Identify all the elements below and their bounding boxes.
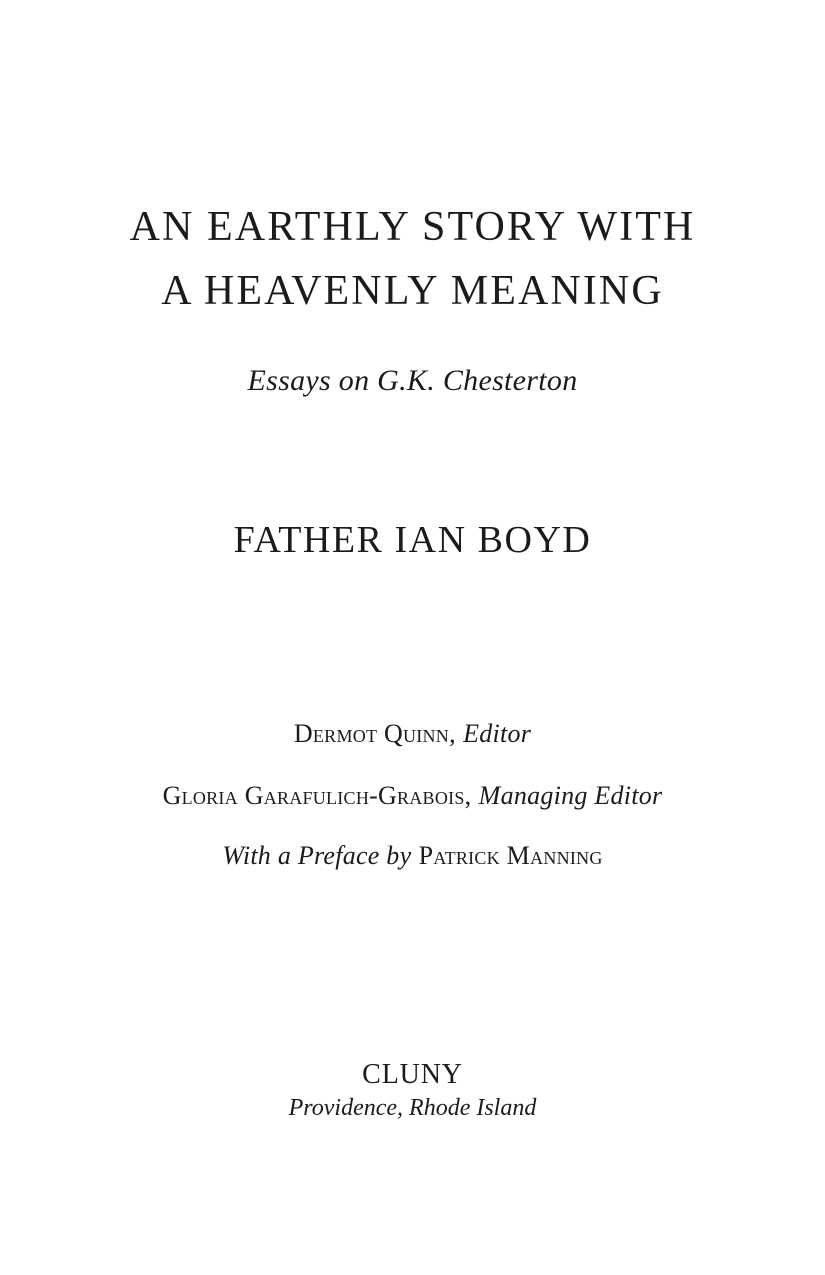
managing-editor-credit-line: [0, 783, 825, 809]
book-title-line-2: A HEAVENLY MEANING: [161, 268, 664, 314]
preface-author-name: Patrick Manning: [418, 841, 603, 870]
editor-role: Editor: [463, 719, 532, 748]
author-name: FATHER IAN BOYD: [233, 519, 592, 561]
book-title-line-1: AN EARTHLY STORY WITH: [129, 204, 696, 250]
editor-separator: ,: [449, 719, 456, 748]
managing-editor-separator: ,: [464, 781, 472, 810]
publisher-location: Providence, Rhode Island: [288, 1095, 537, 1121]
preface-credit-line: [0, 843, 825, 869]
managing-editor-role: Managing Editor: [478, 781, 663, 810]
managing-editor-name: Gloria Garafulich-Grabois: [162, 781, 465, 810]
editor-name: Dermot Quinn: [293, 719, 450, 748]
preface-prefix: With a Preface by: [222, 841, 412, 870]
book-subtitle: Essays on G.K. Chesterton: [247, 364, 578, 397]
editor-credit-line: [0, 721, 825, 747]
publisher-name: CLUNY: [362, 1059, 463, 1090]
